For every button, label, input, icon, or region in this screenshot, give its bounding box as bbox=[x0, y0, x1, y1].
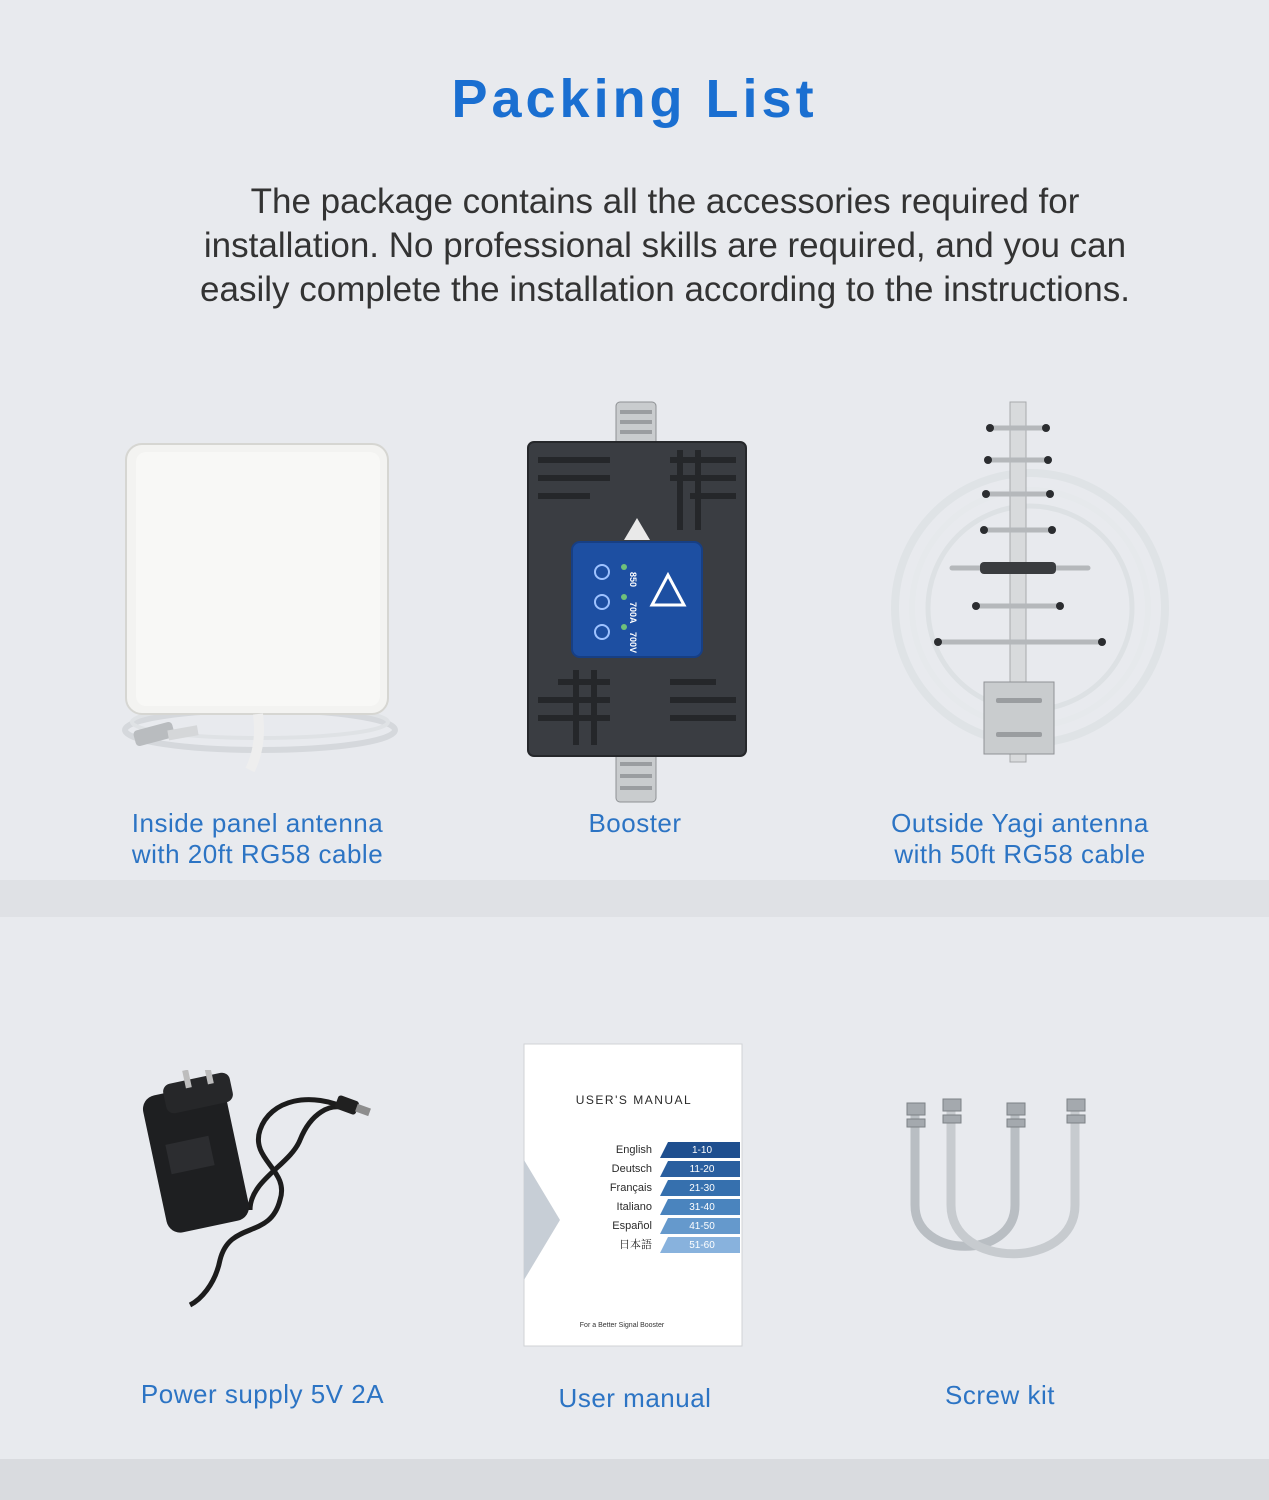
page-title: Packing List bbox=[451, 69, 818, 129]
caption-booster: Booster bbox=[588, 808, 682, 838]
u-bolt-icon bbox=[885, 1085, 1105, 1285]
manual-pages-1: 1-10 bbox=[691, 1145, 713, 1156]
manual-lang-deutsch: Deutsch bbox=[611, 1163, 652, 1175]
caption-power-supply: Power supply 5V 2A bbox=[140, 1379, 385, 1409]
section-divider bbox=[0, 880, 1269, 917]
caption-user-manual: User manual bbox=[558, 1383, 712, 1413]
user-manual-icon bbox=[520, 1040, 748, 1352]
manual-pages-4: 31-40 bbox=[689, 1202, 715, 1213]
caption-yagi-antenna: Outside Yagi antenna with 50ft RG58 cable bbox=[891, 808, 1149, 869]
manual-pages-5: 41-50 bbox=[689, 1221, 715, 1232]
manual-lang-japanese: 日本語 bbox=[619, 1239, 652, 1251]
manual-lang-italiano: Italiano bbox=[616, 1201, 652, 1213]
signal-booster-icon bbox=[520, 400, 755, 805]
booster-band-850: 850 bbox=[628, 572, 638, 588]
power-adapter-icon bbox=[140, 1070, 380, 1315]
manual-pages-3: 21-30 bbox=[689, 1183, 715, 1194]
manual-footer-text: For a Better Signal Booster bbox=[579, 1322, 665, 1329]
caption-screw-kit: Screw kit bbox=[945, 1380, 1055, 1410]
intro-text: The package contains all the accessories required for installation. No professional skills are required, and you can easily complete the installation according to the instructions. bbox=[200, 182, 1130, 309]
manual-title: USER'S MANUAL bbox=[575, 1093, 693, 1107]
caption-panel-antenna: Inside panel antenna with 20ft RG58 cable bbox=[131, 808, 384, 869]
manual-pages-2: 11-20 bbox=[689, 1164, 715, 1175]
booster-band-700v: 700V bbox=[628, 632, 638, 654]
manual-pages-6: 51-60 bbox=[689, 1240, 715, 1251]
footer-band bbox=[0, 1459, 1269, 1500]
manual-lang-english: English bbox=[615, 1144, 652, 1156]
manual-lang-espanol: Español bbox=[612, 1220, 652, 1232]
manual-lang-francais: Français bbox=[609, 1182, 652, 1194]
panel-antenna-icon bbox=[110, 430, 410, 780]
yagi-antenna-icon bbox=[880, 398, 1170, 780]
booster-band-700a: 700A bbox=[628, 602, 638, 624]
